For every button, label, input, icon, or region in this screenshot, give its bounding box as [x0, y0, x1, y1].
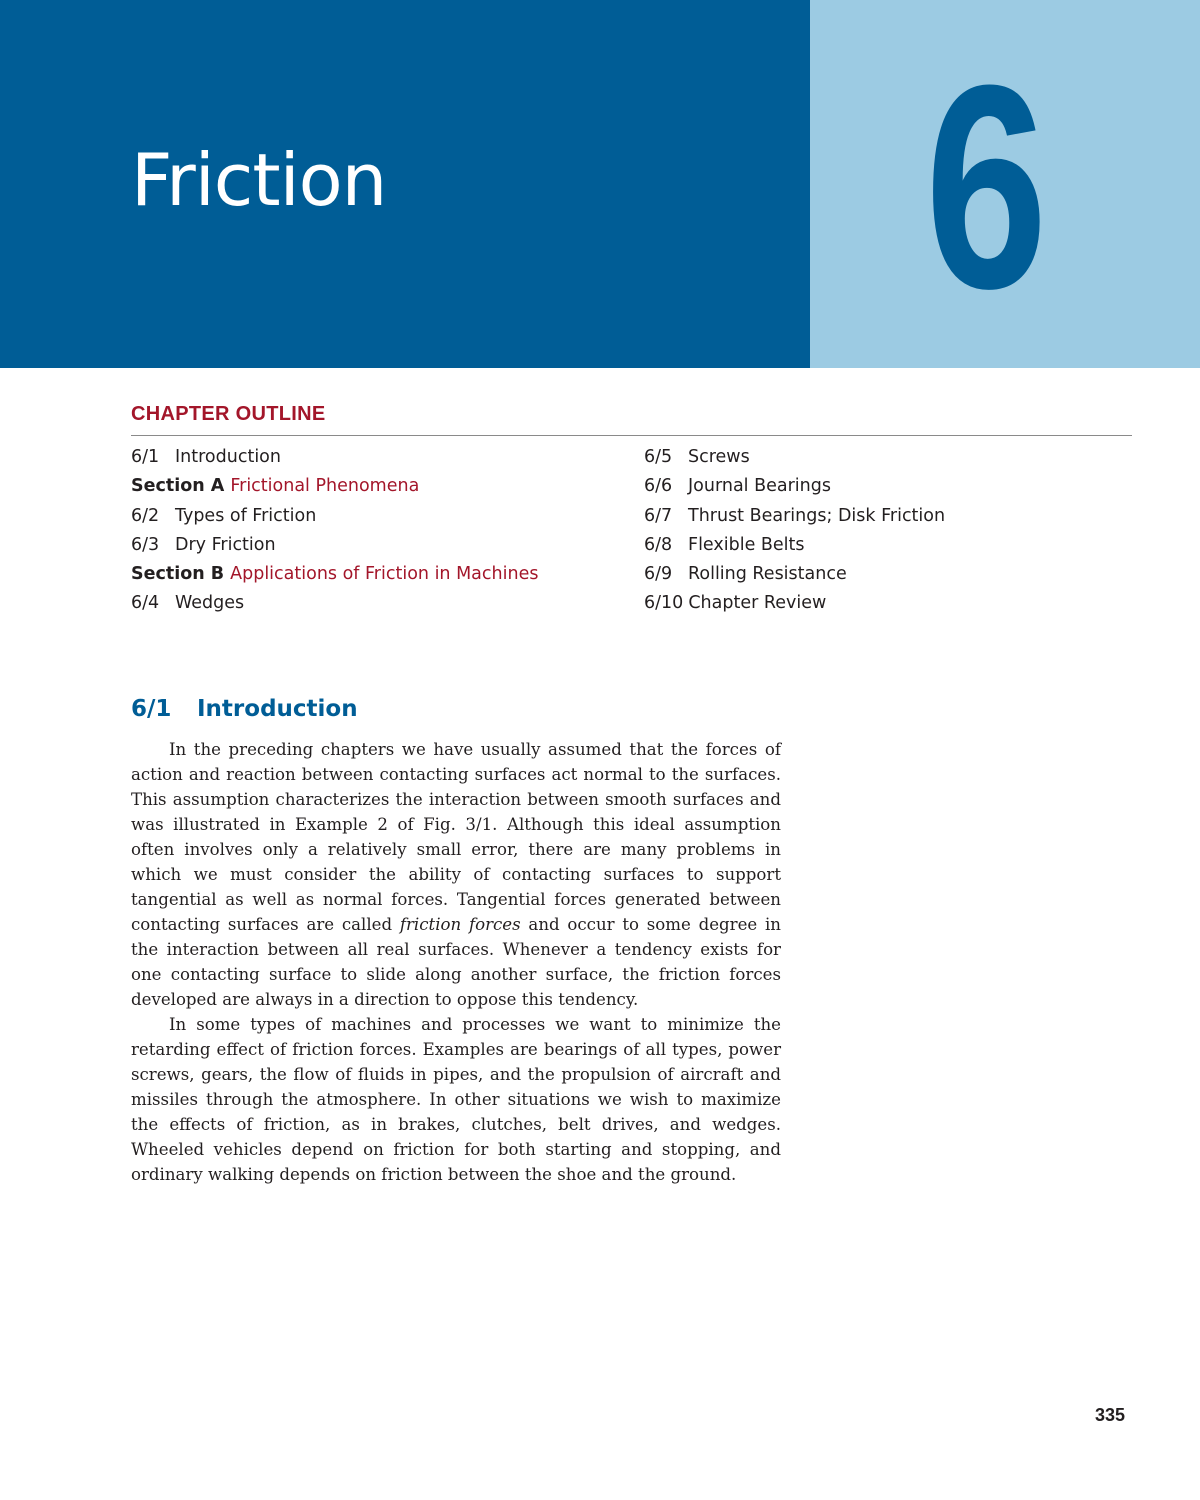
outline-item[interactable]: [131, 590, 538, 619]
outline-item-number: 6/8: [644, 534, 673, 555]
section-heading: [131, 696, 358, 724]
section-number: 6/1: [131, 696, 172, 722]
paragraph: [131, 737, 781, 1012]
outline-item[interactable]: [644, 444, 945, 473]
outline-item-number: 6/4: [131, 593, 160, 614]
outline-item-title: Types of Friction: [175, 505, 317, 526]
outline-section-label: Section B: [131, 564, 225, 585]
outline-item-number: 6/5: [644, 447, 673, 467]
outline-item-number: 6/7: [644, 505, 673, 526]
paragraph: In some types of machines and processes we want to minimize the retarding effect of friction forces. Examples are bearings of all types, power screws, gears, the flow of fluids in pipes, and the propulsion of aircraft and missiles through the atmosphere. In other situations we wish to maximize the effects of friction, as in brakes, clutches, belt drives, and wedges. Wheeled vehicles depend on friction for both starting and stopping, and ordinary walking depends on friction between the shoe and the ground.: [131, 1015, 781, 1184]
outline-item[interactable]: [644, 532, 945, 561]
outline-left-column: [131, 444, 538, 620]
outline-item[interactable]: [131, 503, 538, 532]
outline-item-title: Rolling Resistance: [688, 564, 847, 585]
emphasis-term: friction forces: [399, 915, 521, 934]
outline-heading: CHAPTER OUTLINE: [131, 403, 326, 425]
outline-item-title: Dry Friction: [175, 534, 276, 555]
outline-item[interactable]: [131, 532, 538, 561]
outline-item-number: 6/9: [644, 564, 673, 585]
outline-item-title: Screws: [688, 447, 750, 467]
outline-item-title: Thrust Bearings; Disk Friction: [688, 505, 946, 526]
outline-item-number: 6/3: [131, 534, 160, 555]
outline-item[interactable]: [131, 444, 538, 473]
section-title: Introduction: [197, 696, 358, 722]
outline-section[interactable]: [131, 561, 538, 590]
outline-divider: [131, 435, 1132, 436]
outline-item-title: Wedges: [175, 593, 245, 614]
chapter-title: Friction: [131, 138, 387, 222]
outline-item[interactable]: [644, 503, 945, 532]
outline-item[interactable]: [644, 561, 945, 590]
outline-item-title: Journal Bearings: [688, 476, 831, 497]
outline-item[interactable]: [644, 590, 945, 619]
chapter-number: 6: [925, 25, 1048, 349]
outline-section-title: Frictional Phenomena: [230, 476, 420, 497]
outline-section-label: Section A: [131, 476, 225, 497]
outline-item-number: 6/2: [131, 505, 160, 526]
section-body: [131, 737, 781, 1187]
paragraph-text: and occur to some degree in the interaction between all real surfaces. Whenever a tendency exists for one contacting surface to slide along another surface, the friction forces developed are always in a direction to oppose this tendency.: [131, 915, 781, 1009]
outline-right-column: [644, 444, 945, 620]
outline-item-number: 6/6: [644, 476, 673, 497]
outline-item-title: Chapter Review: [688, 593, 827, 614]
outline-item[interactable]: [644, 473, 945, 502]
outline-item-number: 6/1: [131, 447, 160, 467]
paragraph-text: In the preceding chapters we have usually assumed that the forces of action and reaction between contacting surfaces act normal to the surfaces. This assumption characterizes the interaction between smooth surfaces and was illustrated in Example 2 of Fig. 3/1. Although this ideal assumption often involves only a relatively small error, there are many problems in which we must consider the ability of contacting surfaces to support tangential as well as normal forces. Tangential forces generated between contacting surfaces are called: [131, 740, 781, 934]
outline-section[interactable]: [131, 473, 538, 502]
outline-item-title: Flexible Belts: [688, 534, 805, 555]
page-number: 335: [1095, 1405, 1126, 1425]
outline-item-title: Introduction: [175, 447, 281, 467]
outline-item-number: 6/10: [644, 593, 684, 614]
chapter-banner: [0, 0, 810, 368]
outline-section-title: Applications of Friction in Machines: [230, 564, 539, 585]
